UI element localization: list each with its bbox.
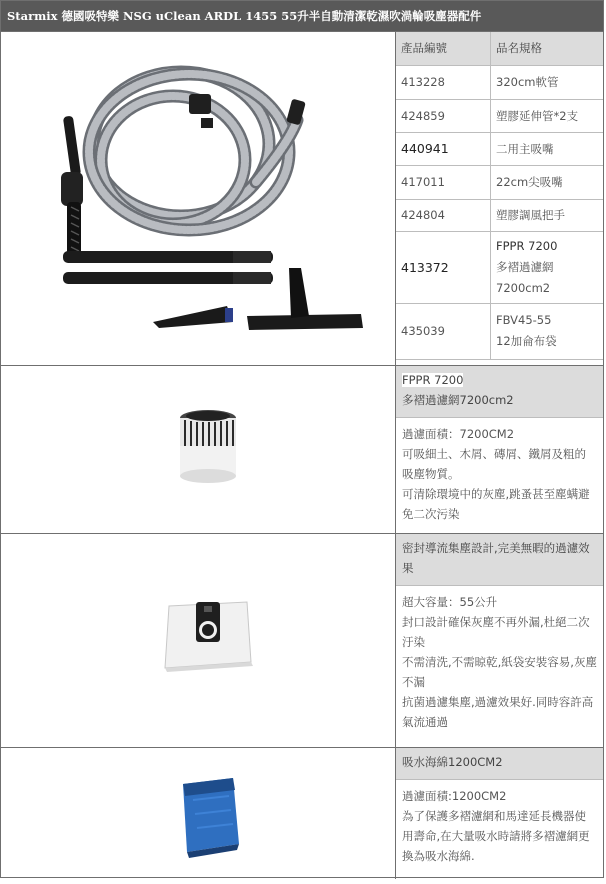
part-name: 塑膠延伸管*2支 — [491, 99, 604, 132]
part-code: 417011 — [396, 165, 491, 199]
bag-info-cell — [396, 534, 603, 738]
part-name: 320cm軟管 — [491, 65, 604, 99]
part-code: 413228 — [396, 65, 491, 99]
bag-headline: 密封導流集塵設計,完美無暇的過濾效果 — [396, 534, 603, 586]
pleated-filter-image — [1, 366, 395, 534]
part-name: 22cm尖吸嘴 — [491, 165, 604, 199]
filter-feature: 可清除環境中的灰塵,跳蚤甚至塵螨避免二次污染 — [402, 487, 590, 521]
parts-table-header — [396, 32, 603, 65]
part-name: 塑膠調風把手 — [491, 199, 604, 231]
accessories-illustration — [1, 32, 395, 366]
part-name-line: 7200cm2 — [496, 280, 551, 295]
filter-info-cell — [396, 366, 603, 530]
parts-table — [396, 32, 603, 360]
part-code: 424859 — [396, 99, 491, 132]
header-code: 產品編號 — [396, 32, 491, 65]
header-name: 品名規格 — [491, 32, 604, 65]
accessories-row — [1, 31, 603, 365]
table-row — [396, 165, 603, 199]
sponge-feature: 為了保護多褶濾網和馬達延長機器使用壽命,在大量吸水時請將多褶濾網更換為吸水海綿. — [402, 809, 590, 863]
extension-tubes-image — [63, 251, 273, 284]
bag-description — [396, 586, 603, 738]
part-code: 413372 — [396, 231, 491, 303]
part-code: 435039 — [396, 303, 491, 359]
filter-subtitle: 多褶過濾網7200cm2 — [402, 393, 514, 407]
table-row — [396, 99, 603, 132]
accessories-image-cell — [1, 32, 396, 365]
table-row — [396, 303, 603, 359]
part-name — [491, 231, 604, 303]
filter-description — [396, 418, 603, 530]
filter-model: FPPR 7200 — [402, 373, 464, 387]
part-name-line: FBV45-55 — [496, 313, 552, 327]
sponge-row — [1, 747, 603, 879]
bag-spec: 超大容量：55公升 — [402, 595, 498, 609]
dust-bag-image — [1, 534, 395, 748]
page-title: Starmix 德國吸特樂 NSG uClean ARDL 1455 55升半自動清潔乾濕吹渦輪吸塵器配件 — [1, 1, 603, 31]
bag-feature: 不需清洗,不需晾乾,紙袋安裝容易,灰塵不漏 — [402, 655, 597, 689]
bag-image-cell — [1, 534, 396, 747]
filter-row — [1, 365, 603, 533]
part-name-line: 12加侖布袋 — [496, 334, 557, 348]
table-row — [396, 231, 603, 303]
part-code: 440941 — [396, 132, 491, 165]
filter-image-cell — [1, 366, 396, 533]
part-name — [491, 303, 604, 359]
part-code: 424804 — [396, 199, 491, 231]
crevice-nozzle-image — [153, 306, 233, 328]
filter-headline — [396, 366, 603, 418]
bag-row — [1, 533, 603, 747]
sponge-description — [396, 780, 603, 872]
table-row — [396, 199, 603, 231]
part-name-line: FPPR 7200 — [496, 238, 558, 253]
bag-feature: 抗菌過濾集塵,過濾效果好.同時容許高氣流通過 — [402, 695, 594, 729]
handle-image — [61, 116, 83, 262]
filter-feature: 可吸細土、木屑、磚屑、鐵屑及粗的吸塵物質。 — [402, 447, 586, 481]
sponge-image-cell — [1, 748, 396, 879]
table-row — [396, 65, 603, 99]
part-name: 二用主吸嘴 — [491, 132, 604, 165]
sponge-info-cell — [396, 748, 603, 872]
filter-spec: 過濾面積：7200CM2 — [402, 427, 515, 441]
bag-feature: 封口設計確保灰塵不再外漏,杜絕二次汙染 — [402, 615, 590, 649]
part-name-line: 多褶過濾網 — [496, 259, 554, 274]
table-row — [396, 132, 603, 165]
sponge-filter-image — [1, 748, 395, 880]
sponge-spec: 過濾面積:1200CM2 — [402, 789, 507, 803]
sponge-headline: 吸水海綿1200CM2 — [396, 748, 603, 780]
